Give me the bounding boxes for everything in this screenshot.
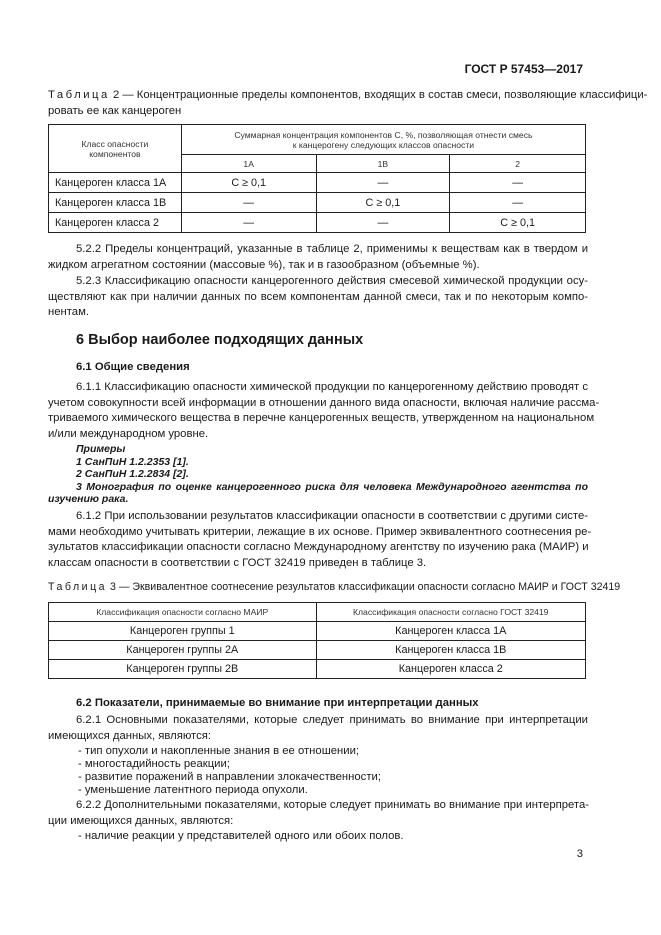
text-line: учетом совокупности всей информации в отношении данного вида опасности, включая наличие рассма- (48, 396, 600, 409)
list-6-2-2 (78, 830, 558, 843)
group-header-line: Суммарная концентрация компонентов C, %, позволяющая отнести смесь (234, 129, 533, 140)
paragraph-6-2-2 (48, 798, 588, 829)
table2-subheader: 1А (181, 155, 316, 173)
table-cell: Канцероген класса 1В (49, 193, 182, 213)
table-cell: Канцероген группы 2В (49, 660, 317, 679)
text-line: 6.1.2 При использовании результатов классификации опасности в соответствии с другими систе- (76, 510, 588, 522)
table2-caption (48, 88, 648, 119)
table3-number: 3 (110, 581, 116, 593)
example-item: 1 СанПиН 1.2.2353 [1]. (76, 455, 189, 468)
table-cell: Канцероген класса 1В (316, 641, 586, 660)
table-cell: Канцероген группы 2А (49, 641, 317, 660)
table-row (49, 193, 586, 213)
table-row (49, 213, 586, 233)
example-item: 3 Монография по оценке канцерогенного риска для человека Международного агентства по (76, 480, 588, 493)
table3-header: Классификация опасности согласно МАИР (49, 603, 317, 622)
paragraph-6-2-1 (48, 713, 588, 744)
list-item: - уменьшение латентного периода опухоли. (78, 784, 308, 796)
table-row (49, 173, 586, 193)
text-line: нентам. (48, 306, 89, 318)
paragraph-6-1-1 (48, 380, 600, 442)
examples-block (48, 443, 588, 506)
table2-subheader: 2 (450, 155, 586, 173)
table-cell: Канцероген класса 2 (49, 213, 182, 233)
examples-title: Примеры (76, 443, 126, 455)
text-line: имеющихся данных, являются: (48, 729, 212, 742)
text-line: жидком агрегатном состоянии (массовые %), так и в газообразном (объемные %). (48, 258, 480, 271)
section-6-heading: 6 Выбор наиболее подходящих данных (76, 332, 364, 348)
caption-text: — Эквивалентное соотнесение результатов классификации опасности согласно МАИР и ГОСТ 32419 (118, 581, 621, 593)
list-6-2-1 (78, 745, 578, 797)
table2-col-header-class: Класс опасности компонентов (49, 125, 182, 173)
table3 (48, 602, 586, 679)
text-line: и/или международном уровне. (48, 427, 209, 440)
list-item: - развитие поражений в направлении злокачественности; (78, 771, 381, 783)
paragraph-5-2-3 (48, 274, 588, 321)
text-line: 5.2.3 Классификацию опасности канцерогенного действия смесевой химической продукции осу- (76, 275, 588, 287)
table-cell: — (181, 213, 316, 233)
paragraph-5-2-2 (48, 242, 588, 273)
text-line: 6.2.2 Дополнительными показателями, которые следует принимать во внимание при интерпрета- (76, 799, 590, 811)
section-6-1-heading: 6.1 Общие сведения (76, 361, 190, 373)
list-item: - наличие реакции у представителей одного или обоих полов. (78, 830, 404, 842)
table-cell: C ≥ 0,1 (450, 213, 586, 233)
table-cell: C ≥ 0,1 (181, 173, 316, 193)
list-item: - тип опухоли и накопленные знания в ее отношении; (78, 745, 360, 757)
table-cell: Канцероген класса 1А (316, 622, 586, 641)
table-cell: — (450, 193, 586, 213)
section-6-2-heading: 6.2 Показатели, принимаемые во внимание при интерпретации данных (76, 697, 479, 709)
text-line: классам опасности в соответствии с ГОСТ 32419 приведен в таблице 3. (48, 556, 427, 569)
table-cell: Канцероген класса 1А (49, 173, 182, 193)
table-cell: C ≥ 0,1 (316, 193, 450, 213)
caption-line: — Концентрационные пределы компонентов, входящих в состав смеси, позволяющие классифици- (122, 89, 648, 101)
table-row (49, 622, 586, 641)
table-cell: Канцероген группы 1 (49, 622, 317, 641)
text-line: 6.2.1 Основными показателями, которые следует принимать во внимание при интерпретации (76, 714, 588, 726)
table-cell: — (316, 173, 450, 193)
document-number: ГОСТ Р 57453—2017 (464, 62, 583, 76)
table3-label: Таблица (48, 581, 108, 593)
table-row (49, 660, 586, 679)
text-line: 6.1.1 Классификацию опасности химической продукции по канцерогенному действию проводят с (76, 381, 588, 393)
table-cell: — (316, 213, 450, 233)
example-item: изучению рака. (48, 493, 129, 505)
list-item: - многостадийность реакции; (78, 758, 230, 770)
table-cell: — (181, 193, 316, 213)
example-item: 2 СанПиН 1.2.2834 [2]. (76, 468, 189, 480)
text-line: 5.2.2 Пределы концентраций, указанные в таблице 2, применимы к веществам как в твердом и (76, 243, 588, 255)
table-cell: Канцероген класса 2 (316, 660, 586, 679)
group-header-line: к канцерогену следующих классов опасности (292, 139, 475, 150)
page-number: 3 (576, 848, 583, 860)
text-line: мами необходимо учитывать критерии, лежащие в их основе. Пример эквивалентного соотнесения ре- (48, 525, 592, 538)
table3-caption (48, 580, 621, 596)
caption-line: ровать ее как канцероген (48, 104, 182, 117)
text-line: ции имеющихся данных, являются: (48, 814, 234, 827)
table2-number: 2 (112, 89, 120, 101)
text-line: триваемого химического вещества в перечне канцерогенных веществ, утвержденном на национальном (48, 412, 595, 424)
table-row (49, 641, 586, 660)
table2-group-header (181, 125, 585, 155)
table2-subheader: 1В (316, 155, 450, 173)
table-cell: — (450, 173, 586, 193)
table2-label: Таблица (48, 89, 110, 101)
table2 (48, 124, 586, 233)
text-line: зультатов классификации опасности согласно Международному агентству по изучению рака (МАИР) и (48, 541, 589, 553)
paragraph-6-1-2 (48, 509, 592, 571)
table3-header: Классификация опасности согласно ГОСТ 32419 (316, 603, 586, 622)
text-line: ществляют как при наличии данных по всем компонентам данной смеси, так и по некоторым компо- (48, 290, 588, 303)
